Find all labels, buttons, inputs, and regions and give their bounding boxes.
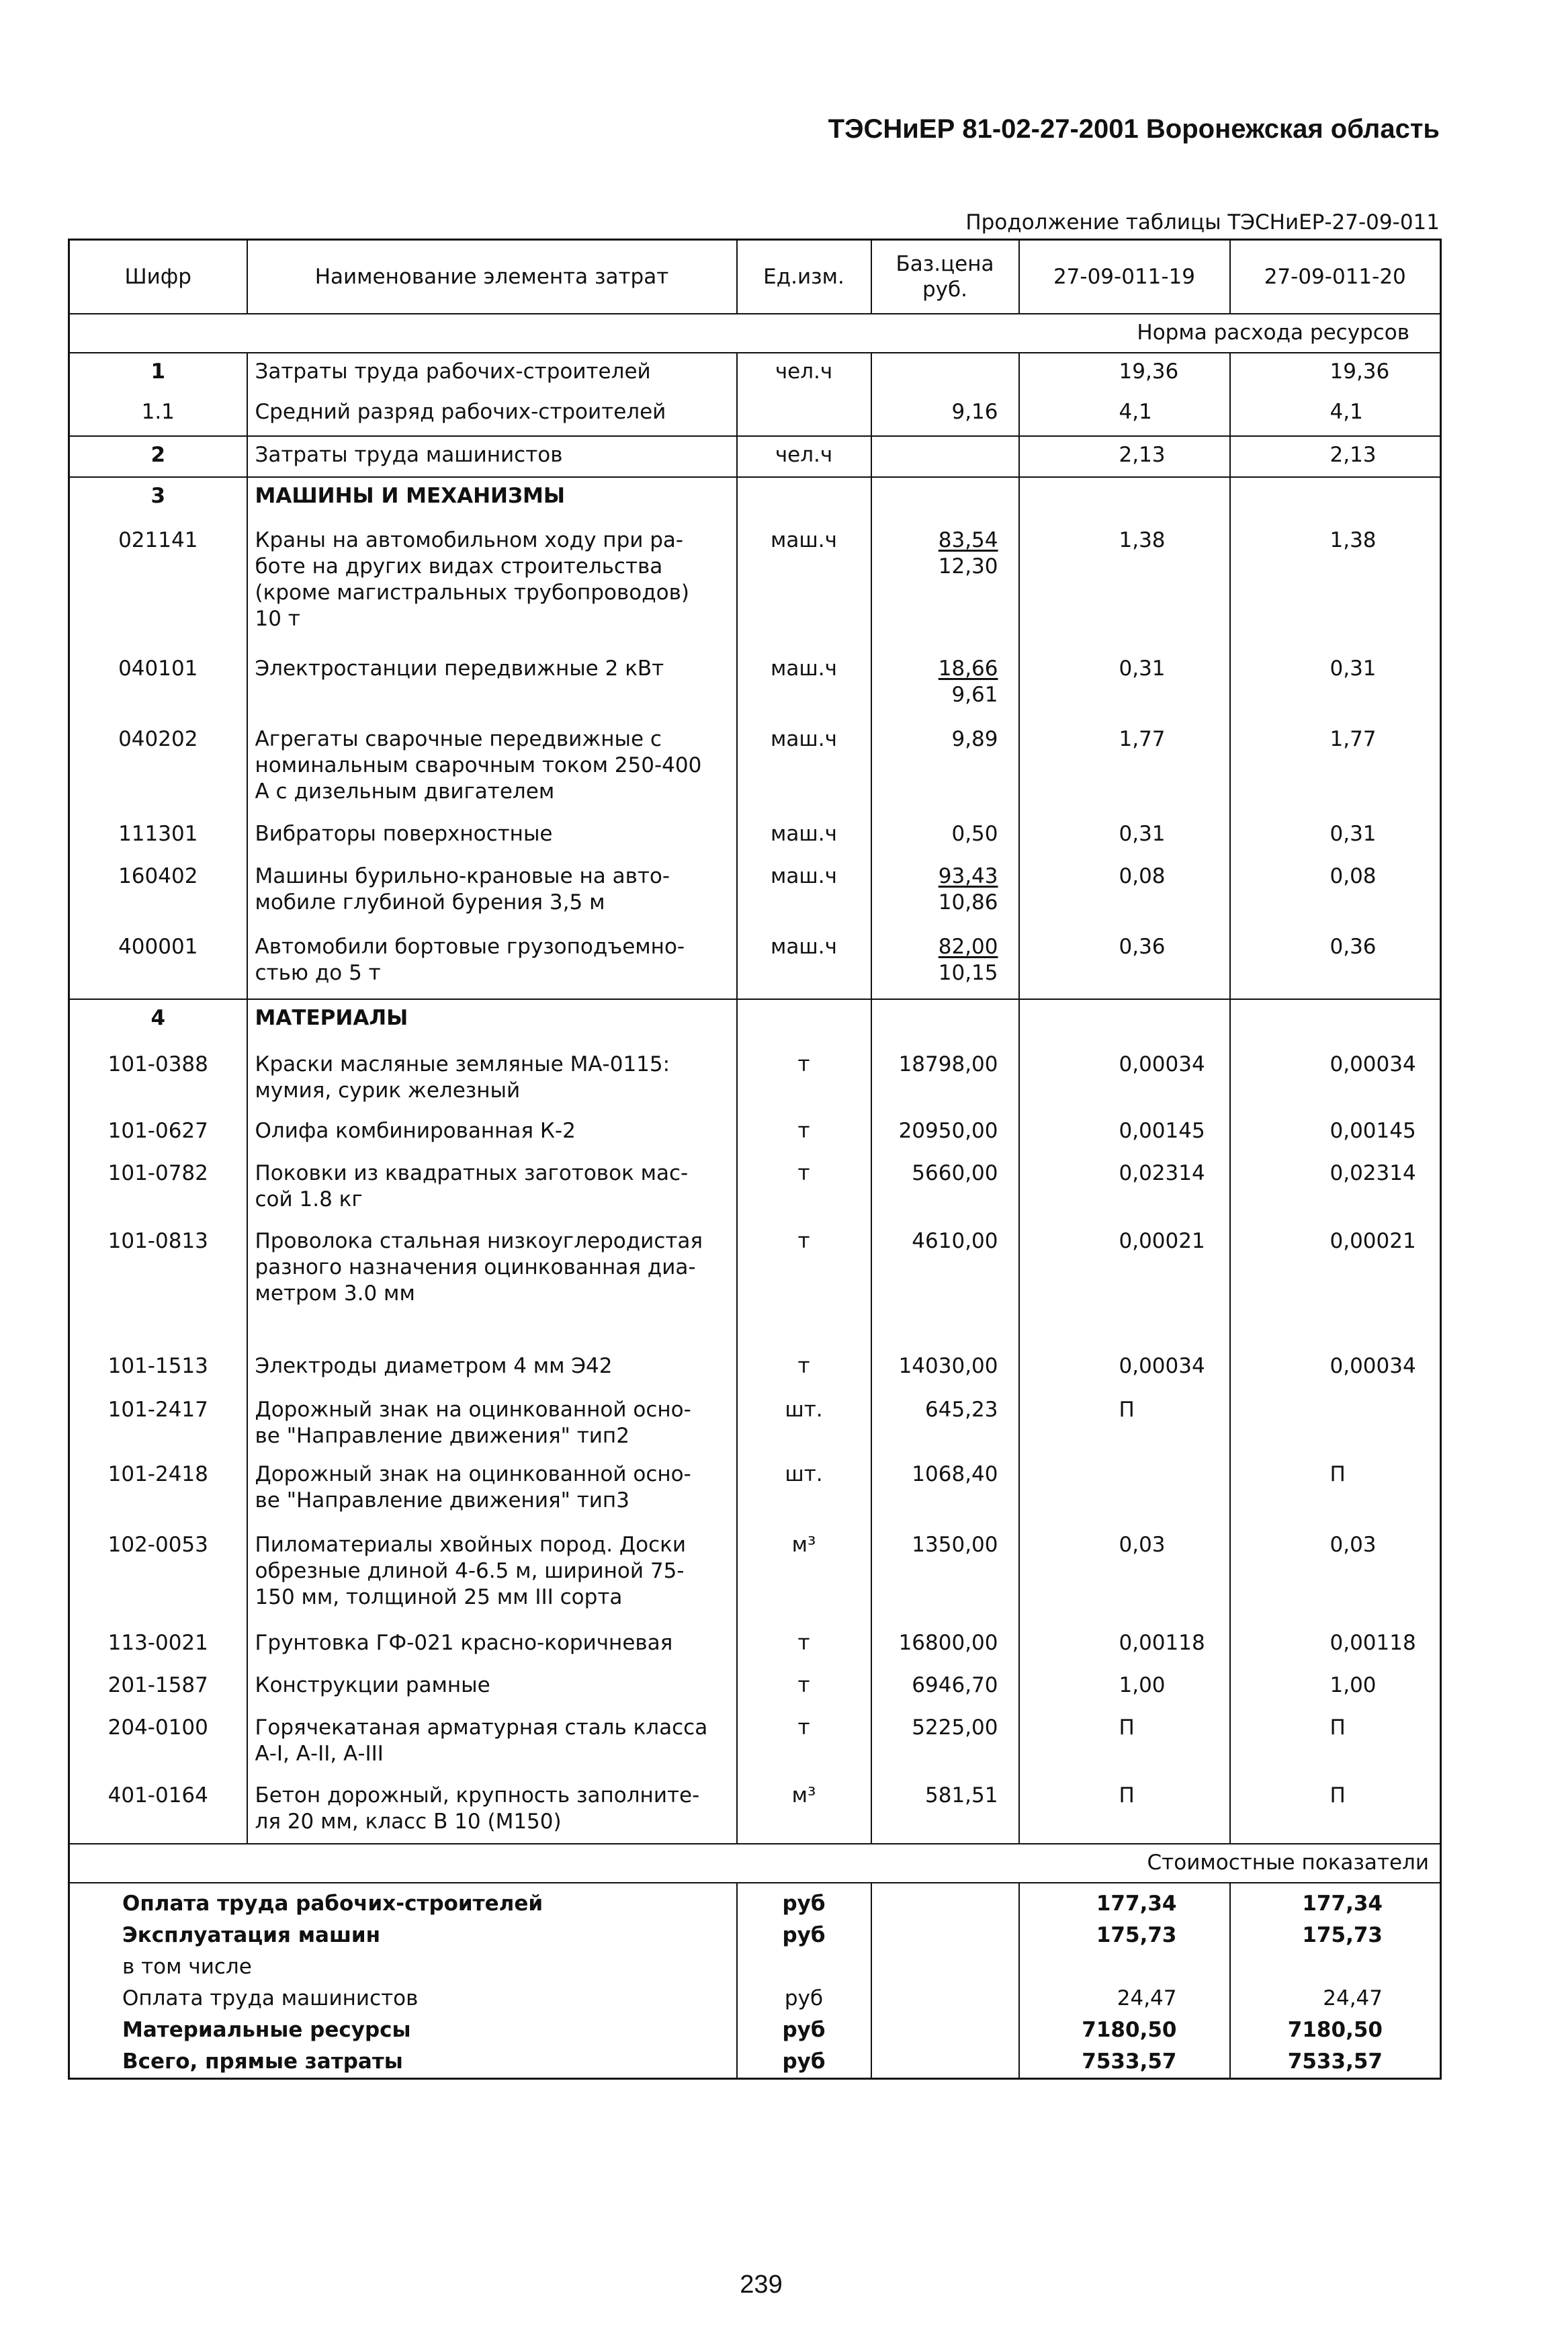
row-base-price-wages: 10,86: [938, 890, 998, 915]
summary-unit: [737, 1951, 871, 1983]
row-code: 401-0164: [69, 1777, 247, 1844]
row-name: Средний разряд рабочих-строителей: [247, 394, 737, 436]
row-code: 101-0627: [69, 1113, 247, 1155]
table-row: [69, 522, 1441, 650]
row-norm-27-09-011-20: П: [1230, 1456, 1441, 1527]
row-norm-27-09-011-19: 2,13: [1019, 436, 1230, 477]
row-unit: маш.ч: [737, 650, 871, 721]
row-base-price-wages: 12,30: [938, 554, 998, 579]
summary-label: Оплата труда машинистов: [69, 1983, 737, 2014]
summary-value-27-09-011-19: 7180,50: [1019, 2014, 1230, 2046]
summary-value-27-09-011-19: 177,34: [1019, 1883, 1230, 1920]
table-row: [69, 1625, 1441, 1667]
row-norm-27-09-011-19: 0,31: [1019, 816, 1230, 858]
summary-unit: руб: [737, 1983, 871, 2014]
row-norm-27-09-011-20: 0,00034: [1230, 1348, 1441, 1392]
row-unit: т: [737, 1223, 871, 1348]
row-norm-27-09-011-20: П: [1230, 1709, 1441, 1777]
row-name: Электростанции передвижные 2 кВт: [247, 650, 737, 721]
row-norm-27-09-011-19: П: [1019, 1392, 1230, 1456]
row-unit: шт.: [737, 1456, 871, 1527]
section-title: МАШИНЫ И МЕХАНИЗМЫ: [247, 477, 737, 522]
row-name: Бетон дорожный, крупность заполните- ля 20 мм, класс В 10 (М150): [247, 1777, 737, 1844]
row-unit: т: [737, 1709, 871, 1777]
col-header-code: Шифр: [69, 240, 247, 314]
row-unit: м³: [737, 1527, 871, 1625]
summary-value-27-09-011-20: 175,73: [1230, 1920, 1441, 1951]
row-norm-27-09-011-19: 0,36: [1019, 929, 1230, 999]
row-unit: т: [737, 1625, 871, 1667]
summary-value-27-09-011-20: 7180,50: [1230, 2014, 1441, 2046]
row-norm-27-09-011-20: [1230, 1392, 1441, 1456]
summary-row: [69, 2046, 1441, 2079]
row-base-price-wages: 10,15: [938, 960, 998, 985]
row-code: 040202: [69, 721, 247, 816]
row-code: 101-0782: [69, 1155, 247, 1223]
summary-value-27-09-011-19: 175,73: [1019, 1920, 1230, 1951]
summary-label: Оплата труда рабочих-строителей: [69, 1883, 737, 1920]
row-code: 400001: [69, 929, 247, 999]
row-code: 040101: [69, 650, 247, 721]
row-unit: маш.ч: [737, 929, 871, 999]
row-unit: т: [737, 1667, 871, 1709]
table-row: [69, 1113, 1441, 1155]
row-name: Пиломатериалы хвойных пород. Доски обрезные длиной 4-6.5 м, шириной 75- 150 мм, толщиной 25 мм III сорта: [247, 1527, 737, 1625]
row-base-price: [871, 858, 1019, 929]
table-row: [69, 1667, 1441, 1709]
row-name: Дорожный знак на оцинкованной осно- ве "Направление движения" тип2: [247, 1392, 737, 1456]
table-row: [69, 999, 1441, 1046]
row-code: 2: [69, 436, 247, 477]
row-norm-27-09-011-19: 0,00145: [1019, 1113, 1230, 1155]
row-norm-27-09-011-19: 0,00021: [1019, 1223, 1230, 1348]
summary-value-27-09-011-20: 24,47: [1230, 1983, 1441, 2014]
col-header-name: Наименование элемента затрат: [247, 240, 737, 314]
summary-unit: руб: [737, 1920, 871, 1951]
summary-value-27-09-011-19: 24,47: [1019, 1983, 1230, 2014]
summary-row: [69, 1883, 1441, 1920]
row-code: 101-0388: [69, 1046, 247, 1113]
row-code: 160402: [69, 858, 247, 929]
table-row: [69, 1392, 1441, 1456]
row-name: Проволока стальная низкоуглеродистая разного назначения оцинкованная диа- метром 3.0 мм: [247, 1223, 737, 1348]
row-norm-27-09-011-19: 0,31: [1019, 650, 1230, 721]
row-norm-27-09-011-20: [1230, 477, 1441, 522]
summary-label: в том числе: [69, 1951, 737, 1983]
summary-label: Материальные ресурсы: [69, 2014, 737, 2046]
row-base-price: 1350,00: [871, 1527, 1019, 1625]
row-name: Поковки из квадратных заготовок мас- сой 1.8 кг: [247, 1155, 737, 1223]
row-unit: маш.ч: [737, 816, 871, 858]
resource-rows: [69, 353, 1441, 1844]
table-row: [69, 353, 1441, 394]
summary-unit: руб: [737, 2014, 871, 2046]
table-row: [69, 816, 1441, 858]
table-continuation-caption: Продолжение таблицы ТЭСНиЕР-27-09-011: [965, 210, 1440, 235]
row-norm-27-09-011-19: 1,77: [1019, 721, 1230, 816]
row-code: 101-1513: [69, 1348, 247, 1392]
row-base-price-total: 93,43: [938, 863, 998, 888]
row-base-price-total: 18,66: [938, 656, 998, 681]
cost-heading: Стоимостные показатели: [69, 1844, 1441, 1883]
row-norm-27-09-011-20: 0,00118: [1230, 1625, 1441, 1667]
row-name: Горячекатаная арматурная сталь класса А-I, А-II, А-III: [247, 1709, 737, 1777]
row-norm-27-09-011-19: 4,1: [1019, 394, 1230, 436]
col-header-27-09-011-20: 27-09-011-20: [1230, 240, 1441, 314]
row-norm-27-09-011-20: 1,38: [1230, 522, 1441, 650]
row-unit: [737, 394, 871, 436]
row-unit: м³: [737, 1777, 871, 1844]
summary-label: Всего, прямые затраты: [69, 2046, 737, 2079]
row-norm-27-09-011-19: 0,08: [1019, 858, 1230, 929]
row-norm-27-09-011-19: 1,00: [1019, 1667, 1230, 1709]
row-unit: т: [737, 1113, 871, 1155]
row-name: Вибраторы поверхностные: [247, 816, 737, 858]
row-norm-27-09-011-20: 0,02314: [1230, 1155, 1441, 1223]
summary-value-27-09-011-19: [1019, 1951, 1230, 1983]
row-norm-27-09-011-20: 2,13: [1230, 436, 1441, 477]
row-norm-27-09-011-20: 0,31: [1230, 816, 1441, 858]
table-row: [69, 929, 1441, 999]
summary-base-price: [871, 1883, 1019, 1920]
row-norm-27-09-011-19: 0,03: [1019, 1527, 1230, 1625]
row-base-price: [871, 477, 1019, 522]
row-name: Краны на автомобильном ходу при ра- боте на других видах строительства (кроме магистральных трубопроводов) 10 т: [247, 522, 737, 650]
row-code: 204-0100: [69, 1709, 247, 1777]
row-base-price-total: 83,54: [938, 527, 998, 552]
table-row: [69, 436, 1441, 477]
row-code: 4: [69, 999, 247, 1046]
row-norm-27-09-011-19: П: [1019, 1709, 1230, 1777]
row-norm-27-09-011-19: 0,02314: [1019, 1155, 1230, 1223]
row-norm-27-09-011-19: [1019, 1456, 1230, 1527]
row-norm-27-09-011-20: П: [1230, 1777, 1441, 1844]
row-norm-27-09-011-19: [1019, 477, 1230, 522]
row-code: 113-0021: [69, 1625, 247, 1667]
row-norm-27-09-011-20: 0,31: [1230, 650, 1441, 721]
row-code: 111301: [69, 816, 247, 858]
row-name: Агрегаты сварочные передвижные с номинальным сварочным током 250-400 А с дизельным двигателем: [247, 721, 737, 816]
summary-value-27-09-011-20: 177,34: [1230, 1883, 1441, 1920]
cost-summary-rows: [69, 1883, 1441, 2079]
row-norm-27-09-011-20: 1,77: [1230, 721, 1441, 816]
row-code: 021141: [69, 522, 247, 650]
row-name: Автомобили бортовые грузоподъемно- стью до 5 т: [247, 929, 737, 999]
row-code: 101-0813: [69, 1223, 247, 1348]
section-title: МАТЕРИАЛЫ: [247, 999, 737, 1046]
summary-base-price: [871, 2046, 1019, 2079]
summary-base-price: [871, 1983, 1019, 2014]
row-norm-27-09-011-19: 0,00034: [1019, 1046, 1230, 1113]
row-base-price: 16800,00: [871, 1625, 1019, 1667]
row-base-price: [871, 650, 1019, 721]
row-name: Затраты труда машинистов: [247, 436, 737, 477]
row-unit: шт.: [737, 1392, 871, 1456]
row-base-price: 9,16: [871, 394, 1019, 436]
summary-row: [69, 1951, 1441, 1983]
row-base-price: 6946,70: [871, 1667, 1019, 1709]
row-base-price: 14030,00: [871, 1348, 1019, 1392]
row-base-price: 0,50: [871, 816, 1019, 858]
summary-row: [69, 1983, 1441, 2014]
col-header-unit: Ед.изм.: [737, 240, 871, 314]
row-norm-27-09-011-20: 0,08: [1230, 858, 1441, 929]
row-name: Дорожный знак на оцинкованной осно- ве "Направление движения" тип3: [247, 1456, 737, 1527]
row-base-price: 5225,00: [871, 1709, 1019, 1777]
table-row: [69, 1709, 1441, 1777]
row-norm-27-09-011-20: 0,36: [1230, 929, 1441, 999]
row-unit: чел.ч: [737, 436, 871, 477]
row-base-price: 581,51: [871, 1777, 1019, 1844]
summary-value-27-09-011-20: 7533,57: [1230, 2046, 1441, 2079]
table-row: [69, 394, 1441, 436]
summary-row: [69, 2014, 1441, 2046]
table-header-row: [69, 240, 1441, 314]
row-name: Машины бурильно-крановые на авто- мобиле глубиной бурения 3,5 м: [247, 858, 737, 929]
row-norm-27-09-011-19: 0,00034: [1019, 1348, 1230, 1392]
row-name: Затраты труда рабочих-строителей: [247, 353, 737, 394]
row-base-price: 9,89: [871, 721, 1019, 816]
row-unit: маш.ч: [737, 721, 871, 816]
row-base-price: 5660,00: [871, 1155, 1019, 1223]
table-row: [69, 1456, 1441, 1527]
col-header-base-price: Баз.цена руб.: [871, 240, 1019, 314]
row-unit: т: [737, 1046, 871, 1113]
summary-base-price: [871, 2014, 1019, 2046]
norm-heading: Норма расхода ресурсов: [69, 314, 1441, 353]
row-unit: [737, 477, 871, 522]
row-base-price: 4610,00: [871, 1223, 1019, 1348]
row-base-price: 18798,00: [871, 1046, 1019, 1113]
page-number: 239: [740, 2270, 783, 2299]
row-code: 1: [69, 353, 247, 394]
row-code: 101-2417: [69, 1392, 247, 1456]
row-unit: [737, 999, 871, 1046]
row-base-price: [871, 522, 1019, 650]
summary-value-27-09-011-20: [1230, 1951, 1441, 1983]
row-name: Электроды диаметром 4 мм Э42: [247, 1348, 737, 1392]
table-row: [69, 858, 1441, 929]
row-base-price-total: 82,00: [938, 934, 998, 959]
row-base-price: [871, 436, 1019, 477]
row-unit: т: [737, 1155, 871, 1223]
table-row: [69, 1348, 1441, 1392]
summary-value-27-09-011-19: 7533,57: [1019, 2046, 1230, 2079]
cost-heading-group: [69, 1844, 1441, 1883]
row-name: Олифа комбинированная К-2: [247, 1113, 737, 1155]
row-base-price: [871, 353, 1019, 394]
row-code: 1.1: [69, 394, 247, 436]
row-name: Грунтовка ГФ-021 красно-коричневая: [247, 1625, 737, 1667]
row-norm-27-09-011-20: [1230, 999, 1441, 1046]
row-norm-27-09-011-20: 0,00021: [1230, 1223, 1441, 1348]
table-row: [69, 650, 1441, 721]
document-title: ТЭСНиЕР 81-02-27-2001 Воронежская область: [828, 114, 1440, 144]
row-norm-27-09-011-20: 0,00145: [1230, 1113, 1441, 1155]
norm-heading-row: [69, 314, 1441, 353]
row-name: Краски масляные земляные МА-0115: мумия, сурик железный: [247, 1046, 737, 1113]
table-row: [69, 1155, 1441, 1223]
table-row: [69, 1777, 1441, 1844]
summary-row: [69, 1920, 1441, 1951]
row-name: Конструкции рамные: [247, 1667, 737, 1709]
row-norm-27-09-011-19: [1019, 999, 1230, 1046]
cost-heading-row: [69, 1844, 1441, 1883]
summary-unit: руб: [737, 1883, 871, 1920]
table-row: [69, 477, 1441, 522]
row-norm-27-09-011-19: 0,00118: [1019, 1625, 1230, 1667]
row-base-price: [871, 999, 1019, 1046]
row-code: 101-2418: [69, 1456, 247, 1527]
row-base-price-wages: 9,61: [951, 682, 998, 707]
table-row: [69, 1223, 1441, 1348]
col-header-27-09-011-19: 27-09-011-19: [1019, 240, 1230, 314]
row-base-price: 1068,40: [871, 1456, 1019, 1527]
row-norm-27-09-011-20: 0,03: [1230, 1527, 1441, 1625]
summary-base-price: [871, 1920, 1019, 1951]
table-row: [69, 721, 1441, 816]
row-unit: чел.ч: [737, 353, 871, 394]
row-base-price: 20950,00: [871, 1113, 1019, 1155]
row-code: 201-1587: [69, 1667, 247, 1709]
row-code: 102-0053: [69, 1527, 247, 1625]
row-norm-27-09-011-20: 0,00034: [1230, 1046, 1441, 1113]
row-base-price: 645,23: [871, 1392, 1019, 1456]
row-norm-27-09-011-19: П: [1019, 1777, 1230, 1844]
row-code: 3: [69, 477, 247, 522]
norms-table: [68, 239, 1442, 2080]
summary-base-price: [871, 1951, 1019, 1983]
row-unit: маш.ч: [737, 522, 871, 650]
summary-label: Эксплуатация машин: [69, 1920, 737, 1951]
row-norm-27-09-011-20: 1,00: [1230, 1667, 1441, 1709]
table-row: [69, 1046, 1441, 1113]
summary-unit: руб: [737, 2046, 871, 2079]
row-base-price: [871, 929, 1019, 999]
row-norm-27-09-011-19: 1,38: [1019, 522, 1230, 650]
row-norm-27-09-011-20: 4,1: [1230, 394, 1441, 436]
row-norm-27-09-011-19: 19,36: [1019, 353, 1230, 394]
row-norm-27-09-011-20: 19,36: [1230, 353, 1441, 394]
row-unit: т: [737, 1348, 871, 1392]
row-unit: маш.ч: [737, 858, 871, 929]
table-row: [69, 1527, 1441, 1625]
